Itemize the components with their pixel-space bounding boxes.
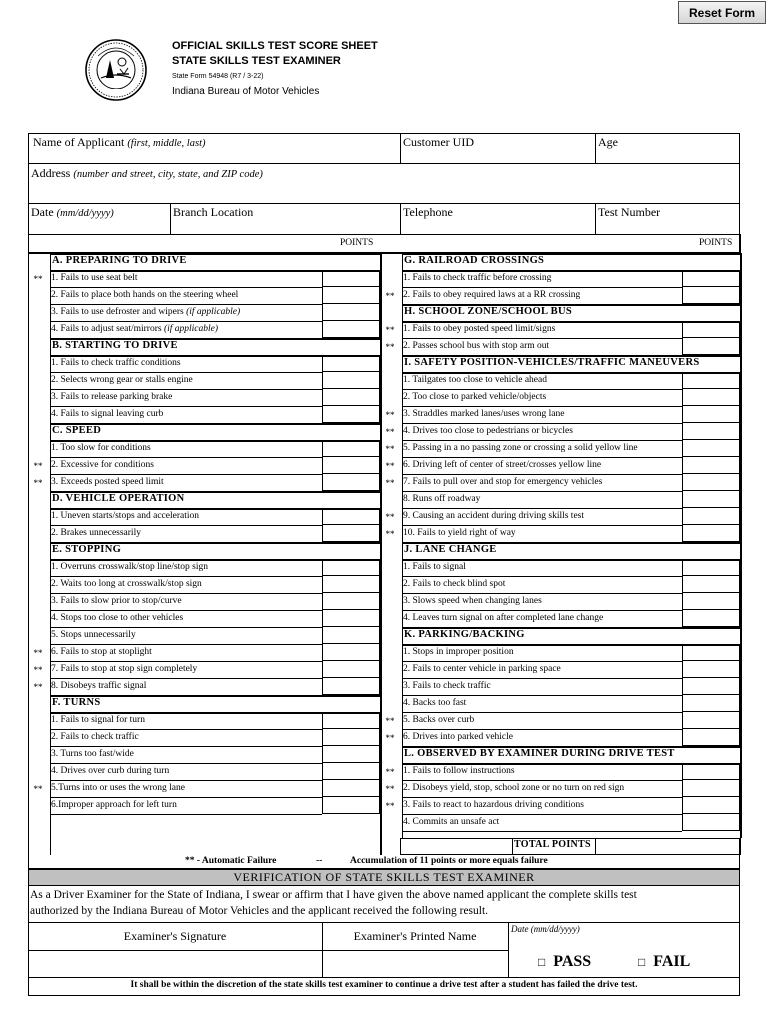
auto-failure-marker: ** (385, 529, 395, 539)
points-field[interactable] (682, 729, 740, 746)
criterion-left-4-6 (51, 664, 197, 674)
criterion-text: 1. Fails to check traffic conditions (51, 358, 181, 368)
test-number-field[interactable]: Test Number (598, 205, 661, 219)
auto-failure-marker: ** (385, 444, 395, 454)
auto-failure-marker: ** (385, 410, 395, 420)
total-points-label: TOTAL POINTS (514, 839, 591, 850)
criterion-text: 1. Uneven starts/stops and acceleration (51, 511, 199, 521)
criterion-text: 5. Passing in a no passing zone or crossing a solid yellow line (403, 443, 638, 453)
auto-failure-marker: ** (385, 512, 395, 522)
pass-option[interactable] (538, 953, 591, 971)
points-field[interactable] (682, 678, 740, 695)
telephone-field[interactable]: Telephone (403, 205, 453, 219)
points-field[interactable] (322, 729, 380, 746)
auto-failure-marker: ** (385, 427, 395, 437)
points-field[interactable] (322, 304, 380, 321)
criterion-right-5-1 (403, 783, 624, 793)
points-field[interactable] (682, 780, 740, 797)
criterion-right-2-4 (403, 443, 638, 453)
points-field[interactable] (682, 474, 740, 491)
points-field[interactable] (682, 389, 740, 406)
criterion-hint: (if applicable) (186, 307, 241, 317)
legend-separator: -- (316, 856, 323, 866)
criterion-left-5-4 (51, 783, 185, 793)
fail-option[interactable] (638, 953, 690, 971)
auto-failure-marker: ** (385, 461, 395, 471)
auto-failure-marker: ** (385, 767, 395, 777)
footer-note: It shall be within the discretion of the state skills test examiner to continue a drive test after a student has failed the drive test. (130, 980, 638, 990)
criterion-left-3-1 (51, 528, 141, 538)
automatic-failure-legend: ** - Automatic Failure (185, 856, 277, 866)
criterion-left-5-0 (51, 715, 145, 725)
criterion-text: 2. Passes school bus with stop arm out (403, 341, 550, 351)
criterion-text: 7. Fails to stop at stop sign completely (51, 664, 198, 674)
criterion-right-4-5 (403, 732, 513, 742)
pass-checkbox-icon[interactable]: □ (538, 954, 546, 969)
points-field[interactable] (322, 559, 380, 576)
points-field[interactable] (322, 712, 380, 729)
applicant-name-field[interactable]: Name of Applicant (first, middle, last) (33, 135, 206, 149)
criterion-text: 4. Commits an unsafe act (403, 817, 500, 827)
points-field[interactable] (682, 321, 740, 338)
points-field[interactable] (682, 695, 740, 712)
criterion-right-0-0 (403, 273, 551, 283)
section-header-left-0: A. PREPARING TO DRIVE (52, 255, 187, 266)
criterion-left-2-0 (51, 443, 151, 453)
points-field[interactable] (322, 644, 380, 661)
criterion-right-4-1 (403, 664, 561, 674)
criterion-right-4-4 (403, 715, 474, 725)
agency-name: Indiana Bureau of Motor Vehicles (172, 86, 320, 97)
verification-title: VERIFICATION OF STATE SKILLS TEST EXAMINER (233, 870, 535, 884)
criterion-left-1-2 (51, 392, 172, 402)
criterion-text: 5. Backs over curb (403, 715, 475, 725)
points-field[interactable] (682, 491, 740, 508)
criterion-text: 6. Fails to stop at stoplight (51, 647, 152, 657)
verification-statement-line1: As a Driver Examiner for the State of Indiana, I swear or affirm that I have given the above named applicant the complete skills test (30, 889, 637, 901)
form-number: State Form 54948 (R7 / 3-22) (172, 73, 264, 80)
criterion-text: 1. Fails to signal for turn (51, 715, 145, 725)
criterion-text: 6. Driving left of center of street/crosses yellow line (403, 460, 602, 470)
criterion-right-2-6 (403, 477, 602, 487)
points-field[interactable] (682, 763, 740, 780)
section-header-left-4: E. STOPPING (52, 544, 122, 555)
points-field[interactable] (682, 423, 740, 440)
criterion-right-2-0 (403, 375, 547, 385)
examiner-date-field[interactable]: Date (mm/dd/yyyy) (511, 924, 580, 934)
section-header-left-2: C. SPEED (52, 425, 102, 436)
criterion-text: 2. Too close to parked vehicle/objects (403, 392, 547, 402)
points-field[interactable] (682, 576, 740, 593)
criterion-text: 4. Leaves turn signal on after completed lane change (403, 613, 604, 623)
points-field[interactable] (322, 576, 380, 593)
criterion-left-5-3 (51, 766, 169, 776)
criterion-left-1-0 (51, 358, 181, 368)
examiner-printed-name-field[interactable] (324, 951, 507, 977)
criterion-right-2-8 (403, 511, 584, 521)
criterion-left-5-2 (51, 749, 134, 759)
criterion-left-1-3 (51, 409, 163, 419)
accumulation-legend: Accumulation of 11 points or more equals failure (350, 856, 548, 866)
auto-failure-marker: ** (33, 478, 43, 488)
auto-failure-marker: ** (33, 274, 43, 284)
verification-statement-line2: authorized by the Indiana Bureau of Motor Vehicles and the applicant received the following result. (30, 905, 489, 917)
criterion-left-0-3 (51, 324, 218, 334)
criterion-left-4-7 (51, 681, 146, 691)
points-field[interactable] (682, 287, 740, 304)
criterion-left-2-2 (51, 477, 164, 487)
section-header-left-5: F. TURNS (52, 697, 101, 708)
criterion-text: 1. Fails to signal (403, 562, 466, 572)
points-field[interactable] (682, 644, 740, 661)
address-field[interactable]: Address (number and street, city, state, and ZIP code) (31, 166, 263, 180)
date-field[interactable]: Date (mm/dd/yyyy) (31, 205, 114, 219)
criterion-text: 9. Causing an accident during driving skills test (403, 511, 585, 521)
auto-failure-marker: ** (33, 648, 43, 658)
form-subtitle: STATE SKILLS TEST EXAMINER (172, 55, 341, 67)
points-field[interactable] (322, 389, 380, 406)
criterion-right-4-2 (403, 681, 491, 691)
points-field[interactable] (682, 593, 740, 610)
criterion-text: 2. Waits too long at crosswalk/stop sign (51, 579, 202, 589)
criterion-left-5-5 (51, 800, 177, 810)
points-field[interactable] (322, 627, 380, 644)
points-field[interactable] (682, 525, 740, 542)
criterion-left-0-2 (51, 307, 240, 317)
section-header-left-3: D. VEHICLE OPERATION (52, 493, 185, 504)
auto-failure-marker: ** (385, 801, 395, 811)
auto-failure-marker: ** (385, 716, 395, 726)
criterion-text: 4. Fails to adjust seat/mirrors (51, 324, 162, 334)
criterion-text: 2. Fails to obey required laws at a RR crossing (403, 290, 581, 300)
points-header-left: POINTS (340, 238, 374, 248)
points-field[interactable] (322, 508, 380, 525)
points-field[interactable] (322, 763, 380, 780)
criterion-right-5-2 (403, 800, 584, 810)
section-header-right-5: L. OBSERVED BY EXAMINER DURING DRIVE TEST (404, 748, 675, 759)
section-header-left-1: B. STARTING TO DRIVE (52, 340, 178, 351)
criterion-text: 1. Fails to follow instructions (403, 766, 515, 776)
points-field[interactable] (322, 797, 380, 814)
criterion-right-4-0 (403, 647, 514, 657)
criterion-right-3-3 (403, 613, 603, 623)
criterion-text: 1. Tailgates too close to vehicle ahead (403, 375, 547, 385)
points-field[interactable] (322, 593, 380, 610)
criterion-left-4-4 (51, 630, 136, 640)
branch-location-field[interactable]: Branch Location (173, 205, 254, 219)
section-header-right-1: H. SCHOOL ZONE/SCHOOL BUS (404, 306, 572, 317)
examiner-signature-label: Examiner's Signature (123, 929, 227, 943)
criterion-text: 3. Turns too fast/wide (51, 749, 134, 759)
criterion-right-2-3 (403, 426, 573, 436)
auto-failure-marker: ** (385, 784, 395, 794)
criterion-left-2-1 (51, 460, 154, 470)
criterion-text: 10. Fails to yield right of way (403, 528, 516, 538)
criterion-text: 1. Fails to obey posted speed limit/signs (403, 324, 556, 334)
criterion-text: 2. Excessive for conditions (51, 460, 154, 470)
points-field[interactable] (322, 457, 380, 474)
points-field[interactable] (682, 338, 740, 355)
age-field[interactable]: Age (598, 135, 618, 149)
criterion-text: 2. Selects wrong gear or stalls engine (51, 375, 193, 385)
criterion-text: 1. Overruns crosswalk/stop line/stop sign (51, 562, 209, 572)
auto-failure-marker: ** (385, 733, 395, 743)
criterion-text: 2. Brakes unnecessarily (51, 528, 141, 538)
points-field[interactable] (322, 406, 380, 423)
auto-failure-marker: ** (385, 342, 395, 352)
points-field[interactable] (322, 746, 380, 763)
points-field[interactable] (322, 525, 380, 542)
section-header-right-4: K. PARKING/BACKING (404, 629, 525, 640)
points-field[interactable] (322, 610, 380, 627)
criterion-text: 6.Improper approach for left turn (51, 800, 177, 810)
customer-uid-field[interactable]: Customer UID (403, 135, 474, 149)
points-field[interactable] (682, 610, 740, 627)
total-points-field[interactable] (682, 838, 740, 855)
auto-failure-marker: ** (33, 682, 43, 692)
criterion-text: 2. Fails to center vehicle in parking space (403, 664, 561, 674)
criterion-left-0-1 (51, 290, 238, 300)
points-field[interactable] (322, 678, 380, 695)
points-field[interactable] (682, 372, 740, 389)
criterion-right-2-9 (403, 528, 516, 538)
points-field[interactable] (322, 440, 380, 457)
criterion-text: 4. Stops too close to other vehicles (51, 613, 184, 623)
criterion-left-4-3 (51, 613, 183, 623)
criterion-text: 1. Fails to use seat belt (51, 273, 138, 283)
points-field[interactable] (682, 814, 740, 831)
auto-failure-marker: ** (33, 665, 43, 675)
points-field[interactable] (322, 287, 380, 304)
points-field[interactable] (322, 270, 380, 287)
pass-label: PASS (553, 953, 592, 970)
criterion-text: 1. Too slow for conditions (51, 443, 151, 453)
criterion-text: 1. Stops in improper position (403, 647, 514, 657)
criterion-text: 8. Runs off roadway (403, 494, 481, 504)
criterion-left-5-1 (51, 732, 139, 742)
criterion-right-5-0 (403, 766, 515, 776)
criterion-right-2-7 (403, 494, 480, 504)
points-field[interactable] (682, 797, 740, 814)
criterion-hint: (if applicable) (163, 324, 219, 334)
auto-failure-marker: ** (385, 478, 395, 488)
points-field[interactable] (322, 661, 380, 678)
points-field[interactable] (682, 508, 740, 525)
criterion-text: 3. Fails to slow prior to stop/curve (51, 596, 182, 606)
criterion-text: 4. Backs too fast (403, 698, 467, 708)
reset-form-button[interactable]: Reset Form (678, 1, 766, 24)
criterion-text: 4. Drives too close to pedestrians or bicycles (403, 426, 573, 436)
criterion-left-4-5 (51, 647, 152, 657)
auto-failure-marker: ** (385, 291, 395, 301)
points-field[interactable] (682, 559, 740, 576)
criterion-text: 4. Drives over curb during turn (51, 766, 170, 776)
criterion-right-4-3 (403, 698, 466, 708)
criterion-text: 3. Fails to check traffic (403, 681, 491, 691)
criterion-text: 1. Fails to check traffic before crossing (403, 273, 552, 283)
criterion-left-4-1 (51, 579, 202, 589)
criterion-text: 8. Disobeys traffic signal (51, 681, 147, 691)
criterion-left-1-1 (51, 375, 193, 385)
section-header-right-3: J. LANE CHANGE (404, 544, 497, 555)
criterion-right-2-5 (403, 460, 601, 470)
criterion-text: 2. Disobeys yield, stop, school zone or no turn on red sign (403, 783, 625, 793)
section-header-right-0: G. RAILROAD CROSSINGS (404, 255, 545, 266)
section-header-right-2: I. SAFETY POSITION-VEHICLES/TRAFFIC MANEUVERS (404, 357, 700, 368)
criterion-text: 6. Drives into parked vehicle (403, 732, 514, 742)
criterion-right-5-3 (403, 817, 499, 827)
criterion-right-3-2 (403, 596, 542, 606)
criterion-text: 5.Turns into or uses the wrong lane (51, 783, 185, 793)
points-field[interactable] (682, 406, 740, 423)
points-field[interactable] (682, 712, 740, 729)
criterion-text: 4. Fails to signal leaving curb (51, 409, 164, 419)
criterion-left-4-2 (51, 596, 182, 606)
points-field[interactable] (682, 457, 740, 474)
criterion-right-2-1 (403, 392, 546, 402)
fail-label: FAIL (653, 953, 691, 970)
examiner-printed-name-label: Examiner's Printed Name (353, 929, 477, 943)
criterion-left-0-0 (51, 273, 138, 283)
criterion-text: 2. Fails to check traffic (51, 732, 139, 742)
points-field[interactable] (322, 355, 380, 372)
points-header-right: POINTS (699, 238, 733, 248)
criterion-right-3-0 (403, 562, 466, 572)
auto-failure-marker: ** (33, 461, 43, 471)
criterion-right-0-1 (403, 290, 580, 300)
points-field[interactable] (682, 661, 740, 678)
criterion-right-1-0 (403, 324, 555, 334)
criterion-text: 3. Fails to react to hazardous driving conditions (403, 800, 584, 810)
auto-failure-marker: ** (385, 325, 395, 335)
points-field[interactable] (682, 440, 740, 457)
points-field[interactable] (322, 474, 380, 491)
points-field[interactable] (322, 780, 380, 797)
points-field[interactable] (322, 372, 380, 389)
form-title: OFFICIAL SKILLS TEST SCORE SHEET (172, 40, 378, 52)
criterion-text: 3. Fails to release parking brake (51, 392, 173, 402)
criterion-right-3-1 (403, 579, 505, 589)
fail-checkbox-icon[interactable]: □ (638, 954, 646, 969)
criterion-text: 3. Fails to use defroster and wipers (51, 307, 184, 317)
criterion-text: 3. Straddles marked lanes/uses wrong lane (403, 409, 565, 419)
criterion-left-3-0 (51, 511, 199, 521)
examiner-signature-field[interactable] (30, 951, 321, 977)
points-field[interactable] (322, 321, 380, 338)
criterion-text: 2. Fails to check blind spot (403, 579, 506, 589)
auto-failure-marker: ** (33, 784, 43, 794)
criterion-text: 3. Exceeds posted speed limit (51, 477, 164, 487)
criterion-right-1-1 (403, 341, 549, 351)
points-field[interactable] (682, 270, 740, 287)
criterion-text: 5. Stops unnecessarily (51, 630, 136, 640)
criterion-text: 2. Fails to place both hands on the steering wheel (51, 290, 239, 300)
criterion-text: 7. Fails to pull over and stop for emergency vehicles (403, 477, 603, 487)
criterion-right-2-2 (403, 409, 564, 419)
criterion-left-4-0 (51, 562, 208, 572)
criterion-text: 3. Slows speed when changing lanes (403, 596, 542, 606)
